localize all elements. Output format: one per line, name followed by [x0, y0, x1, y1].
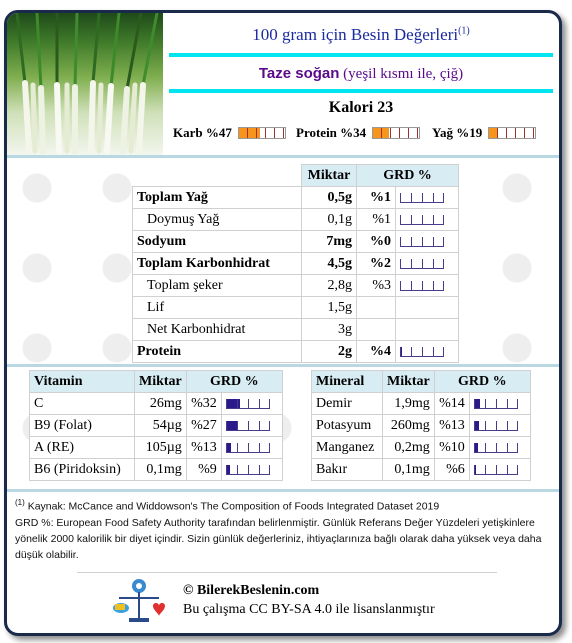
vitamin-name: B9 (Folat) [30, 415, 135, 437]
table-row [133, 341, 459, 363]
macro-bar [488, 127, 536, 139]
macro-bar [372, 127, 420, 139]
table-row [312, 459, 531, 481]
grd-bar-cell [469, 437, 530, 459]
grd-bar [474, 443, 518, 453]
nutrient-amount: 0,2mg [383, 437, 435, 459]
grd-bar [400, 347, 444, 357]
macro-label: Protein %34 [296, 125, 367, 140]
nutrient-name: Sodyum [133, 231, 302, 253]
nutrient-table [132, 164, 459, 363]
header-grd: GRD % [357, 165, 459, 187]
food-description: (yeşil kısmı ile, çiğ) [339, 66, 464, 82]
nutrient-amount: 4,5g [302, 253, 357, 275]
nutrition-card [4, 10, 562, 636]
grd-bar-cell [396, 231, 459, 253]
macro-item [296, 125, 420, 141]
grd-bar-cell [469, 393, 530, 415]
page-title: 100 gram için Besin Değerleri$^{(1)}$ [252, 25, 470, 44]
nutrient-amount: 260mg [383, 415, 435, 437]
vitamin-table [29, 370, 283, 481]
macro-label: Karb %47 [173, 125, 232, 140]
table-row [133, 187, 459, 209]
table-row [312, 415, 531, 437]
nutrient-amount: 26mg [135, 393, 187, 415]
grd-bar-cell [396, 253, 459, 275]
nutrient-grd: %2 [357, 253, 396, 275]
vitamin-name: A (RE) [30, 437, 135, 459]
macro-item [432, 125, 536, 141]
grd-bar-cell [396, 319, 459, 341]
nutrient-amount: 3g [302, 319, 357, 341]
nutrient-amount: 0,1mg [383, 459, 435, 481]
table-row [133, 231, 459, 253]
nutrient-grd: %3 [357, 275, 396, 297]
nutrient-grd [357, 319, 396, 341]
nutrient-grd: %1 [357, 209, 396, 231]
grd-bar-cell [221, 437, 282, 459]
grd-bar-cell [221, 393, 282, 415]
grd-bar [400, 193, 444, 203]
table-row [312, 393, 531, 415]
grd-bar-cell [221, 459, 282, 481]
grd-bar-cell [396, 275, 459, 297]
header-amount: Miktar [383, 371, 435, 393]
divider [7, 364, 559, 367]
table-row [30, 393, 283, 415]
food-name: Taze soğan [258, 65, 340, 82]
header-amount: Miktar [302, 165, 357, 187]
header-amount: Miktar [135, 371, 187, 393]
table-row [30, 415, 283, 437]
nutrient-grd: %0 [357, 231, 396, 253]
calories-heading: Kalori 23 [328, 99, 394, 116]
grd-bar [474, 465, 518, 475]
nutrient-amount: 54µg [135, 415, 187, 437]
table-row [133, 275, 459, 297]
nutrient-grd: %1 [357, 187, 396, 209]
nutrient-name: Lif [133, 297, 302, 319]
grd-bar-cell [396, 209, 459, 231]
mineral-table [311, 370, 531, 481]
accent-bar-top [169, 53, 553, 57]
nutrient-name: Toplam Karbonhidrat [133, 253, 302, 275]
mineral-name: Potasyum [312, 415, 383, 437]
grd-bar-cell [396, 341, 459, 363]
footnote [15, 495, 555, 563]
nutrient-amount: 0,5g [302, 187, 357, 209]
nutrient-name: Toplam Yağ [133, 187, 302, 209]
grd-bar [226, 465, 270, 475]
macro-label: Yağ %19 [432, 125, 483, 140]
nutrient-grd: %32 [186, 393, 221, 415]
food-heading [163, 65, 559, 83]
table-row [133, 297, 459, 319]
site-name: © BilerekBeslenin.com [183, 583, 320, 598]
nutrient-grd: %10 [434, 437, 469, 459]
nutrient-name: Net Karbonhidrat [133, 319, 302, 341]
source-note: $^{(1)}$ Kaynak: McCance and Widdowson's The Composition of Foods Integrated Dataset 2019 [15, 498, 440, 513]
grd-note: GRD %: European Food Safety Authority tarafından belirlenmiştir. Günlük Referans Değer Yüzdeleri yetişkinlere yönelik 2000 kalorilik bir diyet içindir. Sizin günlük değerleriniz, ihtiyaçlarınıza bağlı olarak daha yüksek veya daha düşük olabilir. [15, 516, 542, 561]
nutrient-amount: 2g [302, 341, 357, 363]
mineral-name: Demir [312, 393, 383, 415]
nutrient-amount: 1,9mg [383, 393, 435, 415]
grd-bar [474, 421, 518, 431]
vitamin-name: B6 (Piridoksin) [30, 459, 135, 481]
grd-bar-cell [469, 459, 530, 481]
grd-bar-cell [469, 415, 530, 437]
grd-bar-cell [221, 415, 282, 437]
grd-bar [474, 399, 518, 409]
nutrient-amount: 0,1g [302, 209, 357, 231]
grd-bar [226, 443, 270, 453]
nutrient-amount: 105µg [135, 437, 187, 459]
table-row [312, 437, 531, 459]
nutrient-amount: 1,5g [302, 297, 357, 319]
nutrient-grd: %27 [186, 415, 221, 437]
table-row [30, 459, 283, 481]
mineral-name: Manganez [312, 437, 383, 459]
grd-bar [400, 215, 444, 225]
header-vitamin: Vitamin [30, 371, 135, 393]
grd-bar [400, 237, 444, 247]
header-grd: GRD % [434, 371, 530, 393]
nutrient-grd: %14 [434, 393, 469, 415]
nutrient-grd: %6 [434, 459, 469, 481]
grd-bar [226, 399, 270, 409]
nutrition-logo-icon [107, 578, 171, 624]
nutrient-grd: %13 [434, 415, 469, 437]
grd-bar-cell [396, 297, 459, 319]
table-row [133, 253, 459, 275]
vitamin-name: C [30, 393, 135, 415]
nutrient-grd: %13 [186, 437, 221, 459]
nutrient-grd [357, 297, 396, 319]
nutrient-amount: 0,1mg [135, 459, 187, 481]
grd-bar [400, 259, 444, 269]
nutrient-grd: %4 [357, 341, 396, 363]
grd-bar [400, 281, 444, 291]
grd-bar [226, 421, 270, 431]
table-row [133, 209, 459, 231]
grd-bar-cell [396, 187, 459, 209]
divider [77, 572, 497, 573]
header-grd: GRD % [186, 371, 282, 393]
nutrient-amount: 2,8g [302, 275, 357, 297]
table-row [133, 319, 459, 341]
table-row [30, 437, 283, 459]
license-text: Bu çalışma CC BY-SA 4.0 ile lisanslanmıştır [183, 602, 435, 617]
nutrient-name: Toplam şeker [133, 275, 302, 297]
header-mineral: Mineral [312, 371, 383, 393]
divider [7, 489, 559, 492]
nutrient-name: Protein [133, 341, 302, 363]
mineral-name: Bakır [312, 459, 383, 481]
green-onion-photo [7, 13, 163, 155]
macro-item [173, 125, 286, 141]
macro-bar [238, 127, 286, 139]
nutrient-grd: %9 [186, 459, 221, 481]
accent-bar-bottom [169, 89, 553, 93]
nutrient-name: Doymuş Yağ [133, 209, 302, 231]
nutrient-amount: 7mg [302, 231, 357, 253]
